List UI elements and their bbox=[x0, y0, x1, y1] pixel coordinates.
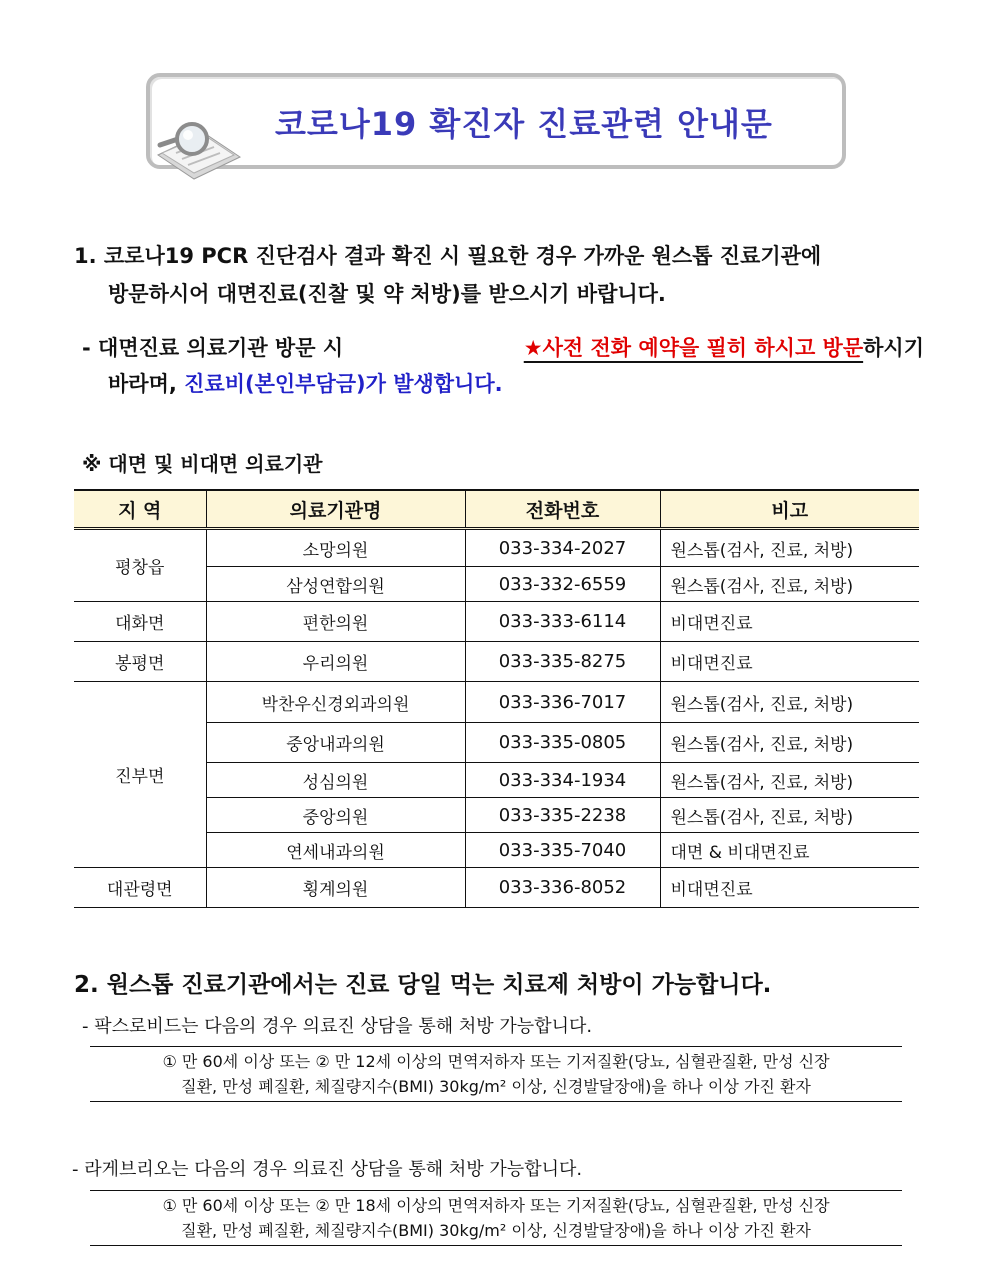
lagevrio-cond-line2: 질환, 만성 폐질환, 체질량지수(BMI) 30kg/m² 이상, 신경발달장애)을 하나 이상 가진 환자 bbox=[181, 1221, 811, 1240]
region-cell: 평창읍 bbox=[74, 529, 206, 602]
remark-cell: 원스톱(검사, 진료, 처방) bbox=[660, 529, 919, 567]
paxlovid-cond-line1: ① 만 60세 이상 또는 ② 만 12세 이상의 면역저하자 또는 기저질환(당뇨, 심혈관질환, 만성 신장 bbox=[162, 1052, 830, 1071]
sub-prefix: - 대면진료 의료기관 방문 시 bbox=[82, 336, 351, 360]
lagevrio-conditions bbox=[90, 1190, 902, 1246]
table-row bbox=[74, 642, 919, 682]
sub-line1 bbox=[82, 330, 924, 366]
lagevrio-cond-line1: ① 만 60세 이상 또는 ② 만 18세 이상의 면역저하자 또는 기저질환(당뇨, 심혈관질환, 만성 신장 bbox=[162, 1196, 830, 1215]
table-row bbox=[74, 868, 919, 908]
reservation-warning: ★사전 전화 예약을 필히 하시고 방문 bbox=[523, 336, 864, 360]
region-cell: 대화면 bbox=[74, 602, 206, 642]
phone-cell: 033-334-2027 bbox=[465, 529, 660, 567]
table-row bbox=[74, 602, 919, 642]
table-header-row bbox=[74, 490, 919, 529]
table-caption: ※ 대면 및 비대면 의료기관 bbox=[82, 452, 323, 476]
sub-line2 bbox=[82, 366, 924, 402]
phone-cell: 033-335-8275 bbox=[465, 642, 660, 682]
phone-cell: 033-335-2238 bbox=[465, 798, 660, 833]
phone-cell: 033-336-8052 bbox=[465, 868, 660, 908]
institution-table bbox=[74, 489, 919, 908]
magnifier-document-icon bbox=[152, 115, 242, 181]
phone-cell: 033-335-0805 bbox=[465, 723, 660, 763]
table-row bbox=[74, 529, 919, 567]
name-cell: 중앙의원 bbox=[206, 798, 465, 833]
cost-notice: 진료비(본인부담금)가 발생합니다. bbox=[184, 372, 503, 396]
paxlovid-cond-line2: 질환, 만성 폐질환, 체질량지수(BMI) 30kg/m² 이상, 신경발달장애)을 하나 이상 가진 환자 bbox=[181, 1077, 811, 1096]
region-cell: 진부면 bbox=[74, 682, 206, 868]
name-cell: 성심의원 bbox=[206, 763, 465, 798]
remark-cell: 원스톱(검사, 진료, 처방) bbox=[660, 682, 919, 723]
region-cell: 대관령면 bbox=[74, 868, 206, 908]
remark-cell: 비대면진료 bbox=[660, 642, 919, 682]
sub-line2-prefix: 바라며, bbox=[108, 372, 185, 396]
header-phone: 전화번호 bbox=[465, 490, 660, 529]
header-name: 의료기관명 bbox=[206, 490, 465, 529]
section-2-heading: 2. 원스톱 진료기관에서는 진료 당일 먹는 치료제 처방이 가능합니다. bbox=[74, 972, 772, 998]
phone-cell: 033-333-6114 bbox=[465, 602, 660, 642]
header-remark: 비고 bbox=[660, 490, 919, 529]
page-title: 코로나19 확진자 진료관련 안내문 bbox=[275, 105, 773, 143]
name-cell: 삼성연합의원 bbox=[206, 567, 465, 602]
paxlovid-conditions bbox=[90, 1046, 902, 1102]
lagevrio-line: - 라게브리오는 다음의 경우 의료진 상담을 통해 처방 가능합니다. bbox=[72, 1159, 583, 1180]
header-region: 지 역 bbox=[74, 490, 206, 529]
section-1-sub bbox=[82, 330, 924, 402]
region-cell: 봉평면 bbox=[74, 642, 206, 682]
paxlovid-line: - 팍스로비드는 다음의 경우 의료진 상담을 통해 처방 가능합니다. bbox=[82, 1016, 593, 1037]
name-cell: 우리의원 bbox=[206, 642, 465, 682]
remark-cell: 원스톱(검사, 진료, 처방) bbox=[660, 763, 919, 798]
name-cell: 중앙내과의원 bbox=[206, 723, 465, 763]
phone-cell: 033-334-1934 bbox=[465, 763, 660, 798]
remark-cell: 원스톱(검사, 진료, 처방) bbox=[660, 567, 919, 602]
name-cell: 편한의원 bbox=[206, 602, 465, 642]
remark-cell: 비대면진료 bbox=[660, 868, 919, 908]
section-1-line1: 1. 코로나19 PCR 진단검사 결과 확진 시 필요한 경우 가까운 원스톱 진료기관에 bbox=[74, 244, 822, 268]
remark-cell: 원스톱(검사, 진료, 처방) bbox=[660, 798, 919, 833]
name-cell: 횡계의원 bbox=[206, 868, 465, 908]
remark-cell: 대면 & 비대면진료 bbox=[660, 833, 919, 868]
name-cell: 소망의원 bbox=[206, 529, 465, 567]
sub-suffix: 하시기 bbox=[863, 336, 924, 360]
name-cell: 연세내과의원 bbox=[206, 833, 465, 868]
section-1-line2: 방문하시어 대면진료(진찰 및 약 처방)를 받으시기 바랍니다. bbox=[108, 282, 666, 306]
section-1 bbox=[74, 237, 924, 313]
table-row bbox=[74, 682, 919, 723]
title-box bbox=[146, 73, 846, 169]
remark-cell: 비대면진료 bbox=[660, 602, 919, 642]
phone-cell: 033-332-6559 bbox=[465, 567, 660, 602]
name-cell: 박찬우신경외과의원 bbox=[206, 682, 465, 723]
remark-cell: 원스톱(검사, 진료, 처방) bbox=[660, 723, 919, 763]
phone-cell: 033-336-7017 bbox=[465, 682, 660, 723]
phone-cell: 033-335-7040 bbox=[465, 833, 660, 868]
